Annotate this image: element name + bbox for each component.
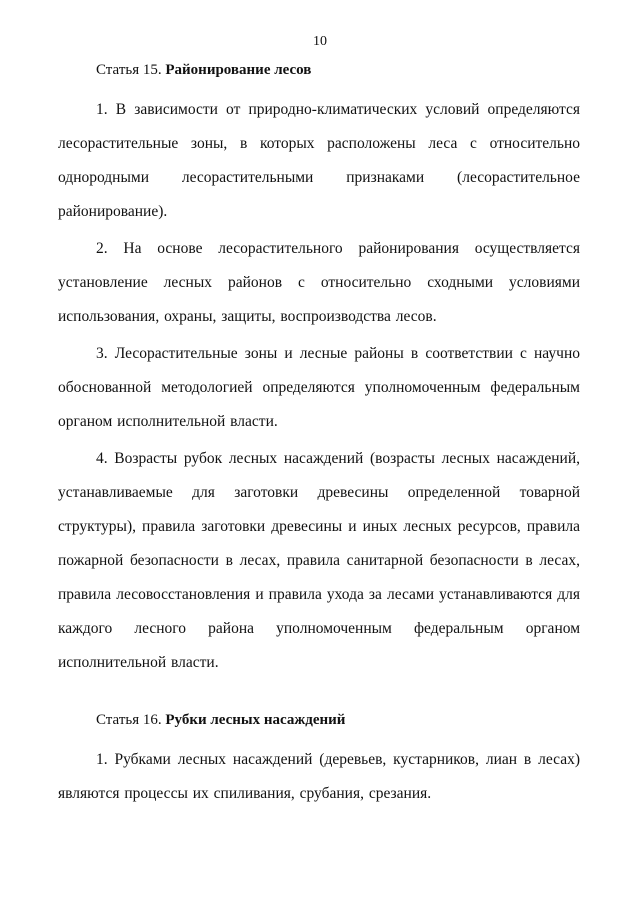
article-paragraph: 1. В зависимости от природно-климатических условий определяются лесорастительные зоны, в которых расположены леса с относительно однородными лесорастительными признаками (лесорастительное районирование). <box>58 101 580 220</box>
article-15 <box>58 60 580 680</box>
article-paragraph: 3. Лесорастительные зоны и лесные районы в соответствии с научно обоснованной методологией определяются уполномоченным федеральным органом исполнительной власти. <box>58 345 580 430</box>
page-number: 10 <box>313 34 327 49</box>
article-paragraph: 1. Рубками лесных насаждений (деревьев, кустарников, лиан в лесах) являются процессы их спиливания, срубания, срезания. <box>58 751 580 802</box>
article-title: Рубки лесных насаждений <box>165 712 346 728</box>
article-label: Статья 15. <box>96 62 162 78</box>
article-paragraph: 2. На основе лесорастительного районирования осуществляется установление лесных районов с относительно сходными условиями использования, охраны, защиты, воспроизводства лесов. <box>58 240 580 325</box>
article-paragraph: 4. Возрасты рубок лесных насаждений (возрасты лесных насаждений, устанавливаемые для заготовки древесины определенной товарной структуры), правила заготовки древесины и иных лесных ресурсов, правила пожарной безопасности в лесах, правила санитарной безопасности в лесах, правила лесовосстановления и правила ухода за лесами устанавливаются для каждого лесного района уполномоченным федеральным органом исполнительной власти. <box>58 450 580 671</box>
article-label: Статья 16. <box>96 712 162 728</box>
article-title: Районирование лесов <box>165 62 312 78</box>
article-heading <box>58 710 580 730</box>
article-heading <box>58 60 580 80</box>
article-16 <box>58 710 580 811</box>
